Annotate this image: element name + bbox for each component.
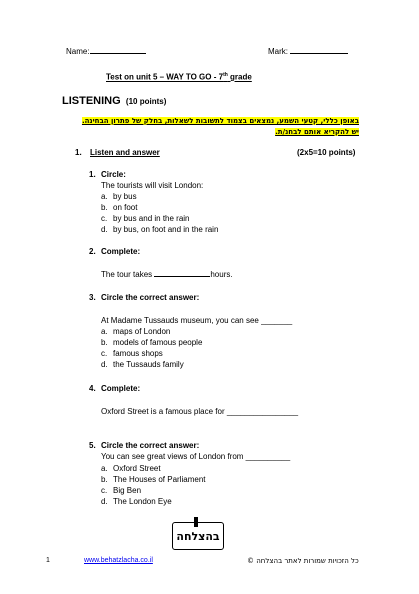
part1-number: 1. bbox=[75, 148, 82, 157]
q1-prompt: The tourists will visit London: bbox=[101, 181, 204, 190]
q1-option-d[interactable]: d. by bus, on foot and in the rain bbox=[101, 225, 219, 234]
section-heading: LISTENING (10 points) bbox=[62, 95, 167, 107]
q3-instruction: Circle the correct answer: bbox=[101, 293, 200, 302]
q5-instruction: Circle the correct answer: bbox=[101, 441, 200, 450]
pencil-icon bbox=[194, 517, 198, 527]
q5-option-c[interactable]: c. Big Ben bbox=[101, 486, 142, 495]
q5-option-d[interactable]: d. The London Eye bbox=[101, 497, 172, 506]
q1-instruction: Circle: bbox=[101, 170, 126, 179]
hebrew-notice-line2: יש להקריא אותם לבחנ/ת. bbox=[275, 128, 359, 136]
q3-option-c[interactable]: c. famous shops bbox=[101, 349, 163, 358]
q2-instruction: Complete: bbox=[101, 247, 141, 256]
q4-instruction: Complete: bbox=[101, 384, 141, 393]
q3-option-b[interactable]: b. models of famous people bbox=[101, 338, 203, 347]
q2-blank[interactable] bbox=[154, 276, 210, 277]
q5-option-b[interactable]: b. The Houses of Parliament bbox=[101, 475, 206, 484]
q2-number: 2. bbox=[89, 247, 96, 256]
q1-option-b[interactable]: b. on foot bbox=[101, 203, 138, 212]
logo-text: בהצלחה bbox=[176, 530, 220, 543]
q2-prompt: The tour takes hours. bbox=[101, 270, 233, 279]
q4-number: 4. bbox=[89, 384, 96, 393]
behatzlacha-logo bbox=[172, 522, 224, 550]
q5-number: 5. bbox=[89, 441, 96, 450]
q3-number: 3. bbox=[89, 293, 96, 302]
q1-option-c[interactable]: c. by bus and in the rain bbox=[101, 214, 190, 223]
q4-prompt: Oxford Street is a famous place for ________________ bbox=[101, 407, 299, 416]
page-number: 1 bbox=[46, 557, 50, 564]
mark-label: Mark: bbox=[268, 47, 348, 56]
q3-option-d[interactable]: d. the Tussauds family bbox=[101, 360, 184, 369]
part1-title: Listen and answer bbox=[90, 148, 160, 157]
hebrew-notice-line1: באופן כללי, קטעי השמע, נמצאים בצמוד לתשובות לשאלות, בחלק של פתרון הבחינה. bbox=[81, 117, 359, 125]
copyright-text: כל הזכויות שמורות לאתר בהצלחה © bbox=[247, 557, 359, 565]
q3-prompt: At Madame Tussauds museum, you can see _______ bbox=[101, 316, 293, 325]
q1-number: 1. bbox=[89, 170, 96, 179]
q5-option-a[interactable]: a. Oxford Street bbox=[101, 464, 161, 473]
part1-score: (2x5=10 points) bbox=[297, 148, 356, 157]
q3-option-a[interactable]: a. maps of London bbox=[101, 327, 171, 336]
website-link[interactable]: www.behatzlacha.co.il bbox=[84, 557, 153, 564]
q1-option-a[interactable]: a. by bus bbox=[101, 192, 137, 201]
name-label: Name: bbox=[66, 47, 146, 56]
q5-prompt: You can see great views of London from __________ bbox=[101, 452, 291, 461]
page-title: Test on unit 5 – WAY TO GO - 7th grade bbox=[106, 72, 252, 82]
